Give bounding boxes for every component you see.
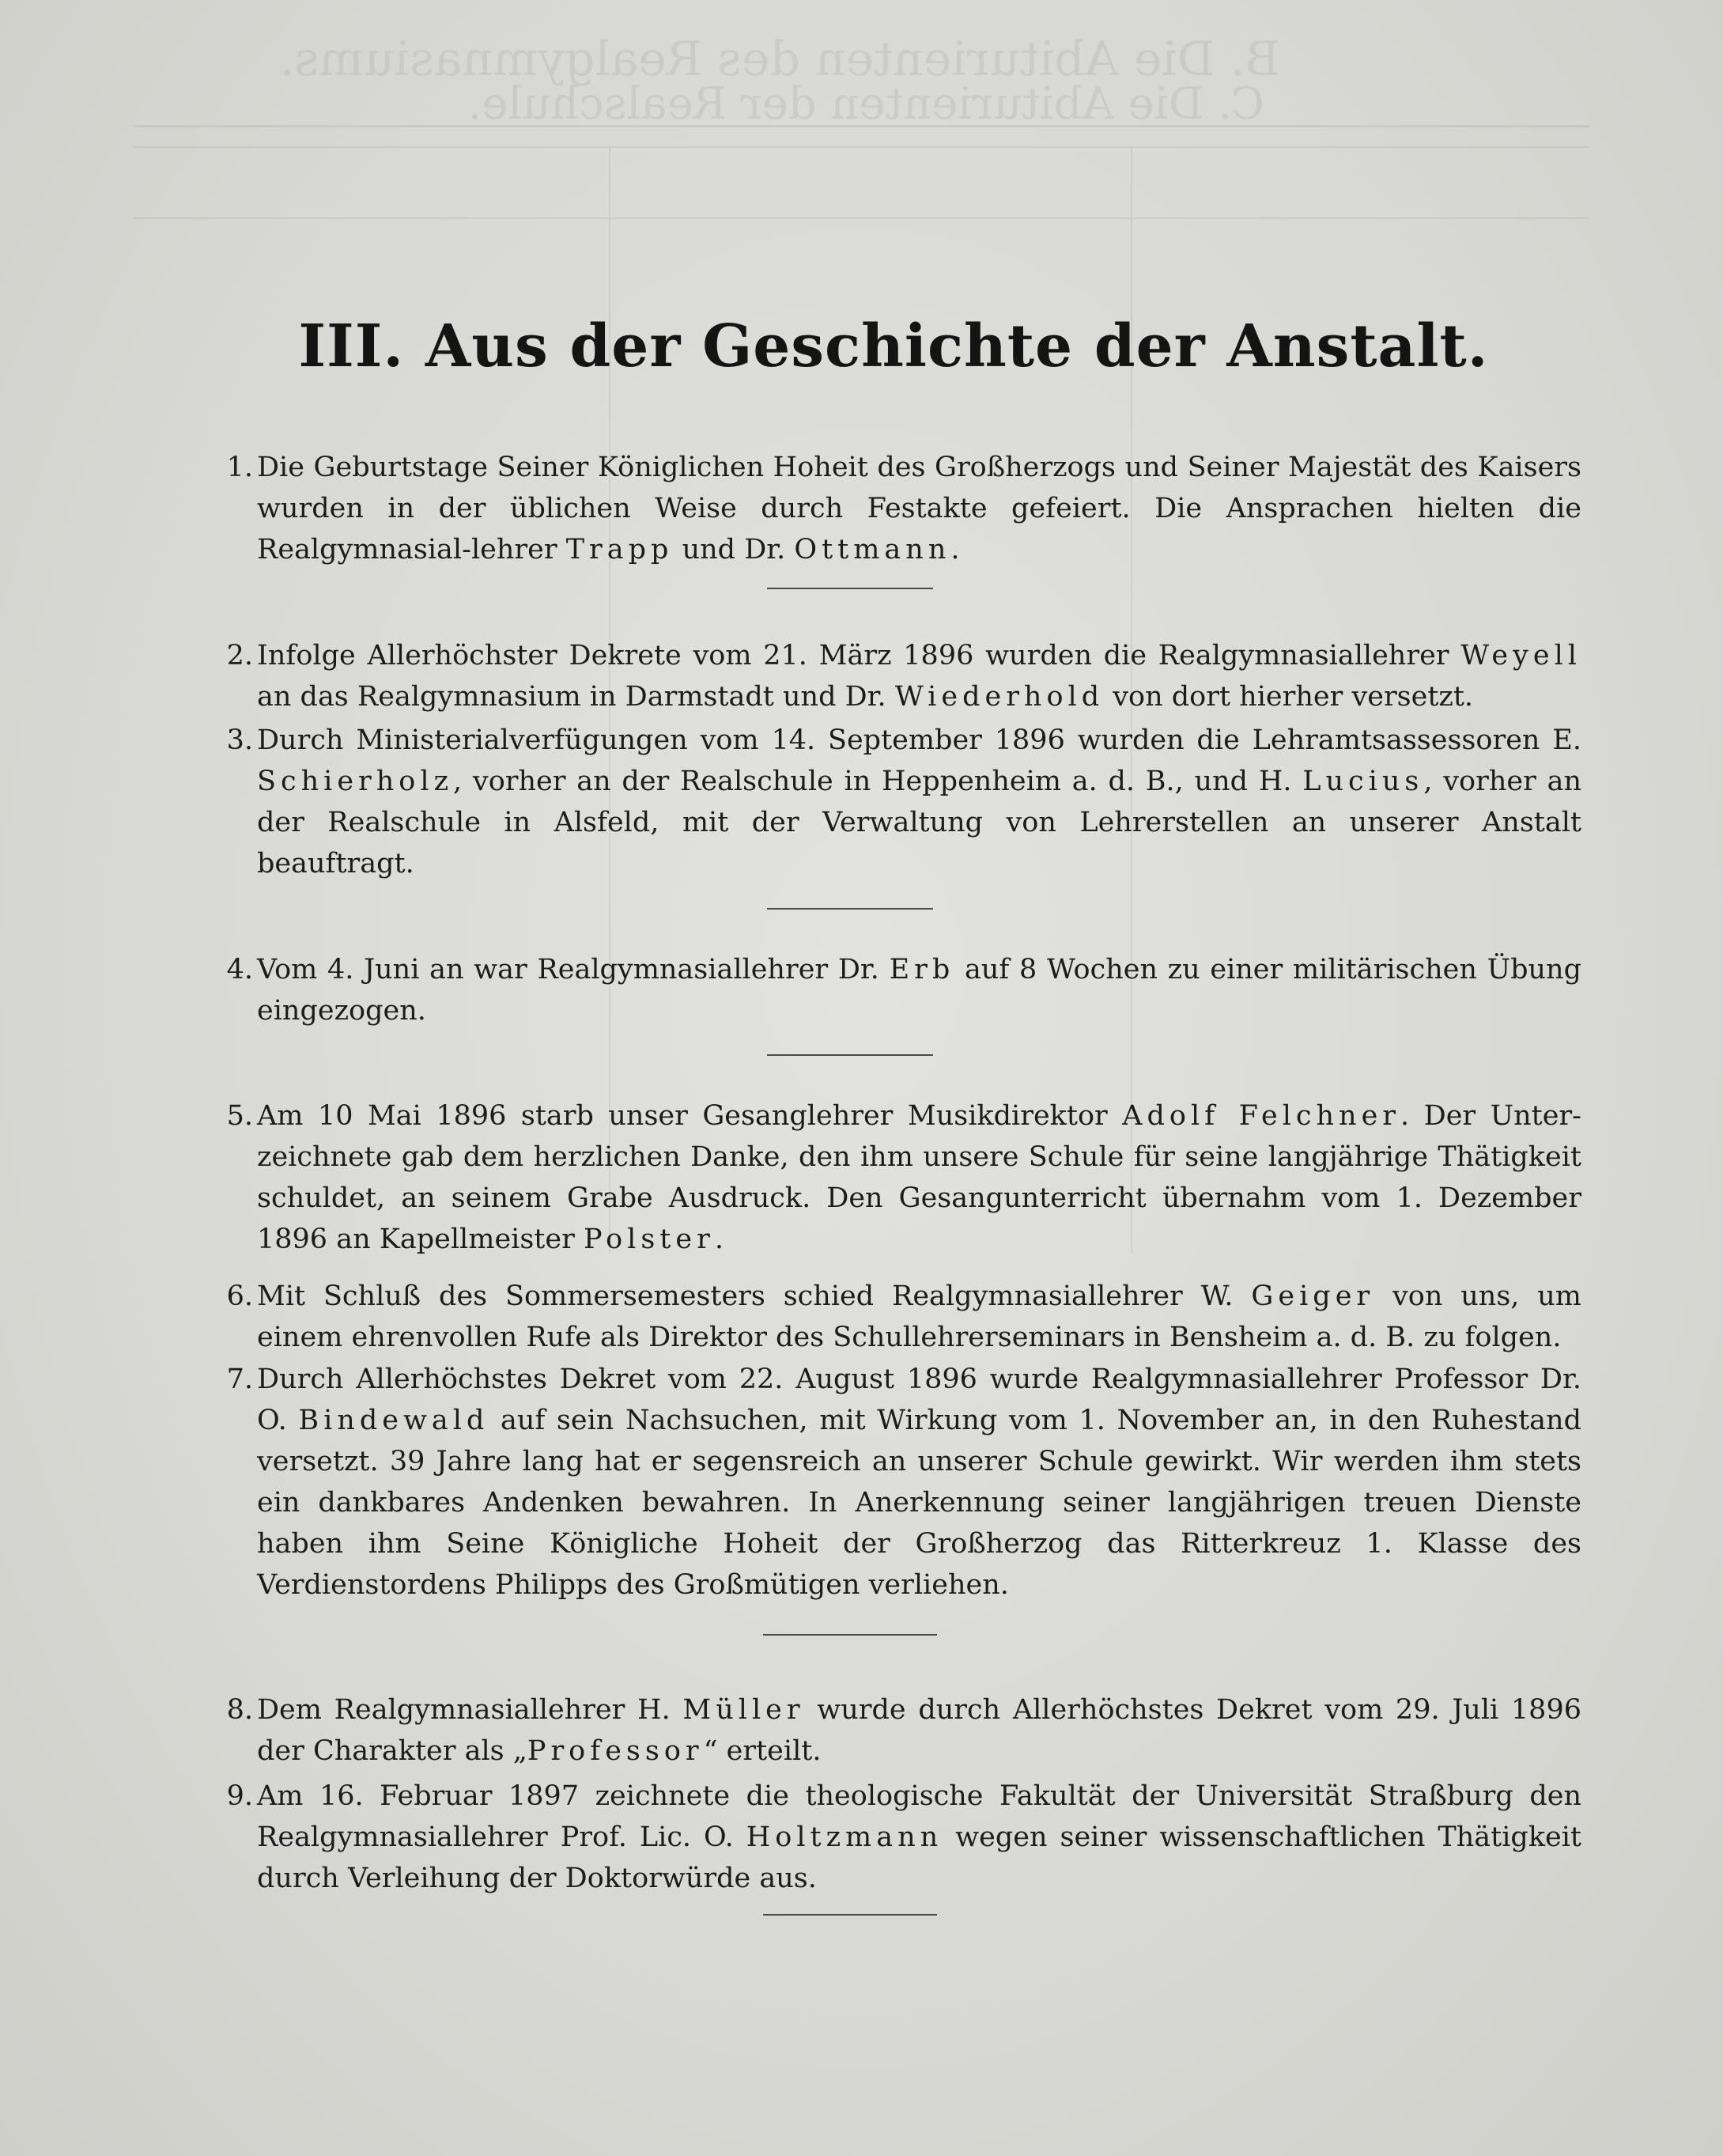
name-spaced: Lucius (1302, 766, 1424, 797)
text-run: auf sein Nachsuchen, mit Wirkung vom 1. November an, in den Ruhestand versetzt. 39 Jahre lang hat er segensreich an unserer Schule gewirkt. Wir werden ihm stets ein dankbares Andenken bewahren. In Anerkennung seiner langjährigen treuen Dienste haben ihm Seine Königliche Hoheit der Großherzog das Ritterkreuz 1. Klasse des Verdienstordens Philipps des Großmütigen verliehen. (257, 1405, 1581, 1601)
item-number: 2. (226, 640, 253, 671)
item-text (257, 447, 1581, 570)
text-run: “ erteilt. (703, 1735, 822, 1767)
list-item (206, 1776, 1581, 1899)
list-item (206, 1095, 1581, 1260)
name-spaced: Polster (583, 1224, 715, 1255)
item-number: 1. (226, 452, 253, 483)
text-run: Am 16. Februar 1897 zeichnete die theologische Fakultät der Universität Straßburg den Realgymnasiallehrer Prof. Lic. O. (257, 1780, 1581, 1853)
item-text (257, 949, 1581, 1031)
name-spaced: Ottmann (794, 534, 951, 565)
text-run: Die Geburtstage Seiner Königlichen Hoheit des Großherzogs und Seiner Majestät des Kaisers wurden in der üblichen Weise durch Festakte gefeiert. Die Ansprachen hielten die Realgymnasial-lehrer (257, 452, 1581, 565)
divider (767, 908, 933, 910)
name-spaced: Holtzmann (746, 1821, 943, 1853)
item-number: 8. (226, 1694, 253, 1726)
text-run: von dort hierher versetzt. (1104, 681, 1474, 713)
item-number: 6. (226, 1280, 253, 1312)
name-spaced: Schierholz (257, 766, 454, 797)
item-text (257, 1359, 1581, 1606)
text-run: Vom 4. Juni an war Realgymnasiallehrer Dr. (257, 954, 890, 985)
text-run: , vorher an der Realschule in Heppenheim a. d. B., und H. (453, 766, 1303, 797)
text-run: an das Realgymnasium in Darmstadt und Dr. (257, 681, 895, 713)
item-text (257, 1276, 1581, 1358)
item-text (257, 1689, 1581, 1772)
text-run: . Der Unter-zeichnete gab dem herzlichen Danke, den ihm unsere Schule für seine langjährige Thätigkeit schuldet, an seinem Grabe Ausdruck. Den Gesangunterricht übernahm vom 1. Dezember 1896 an Kapellmeister (257, 1100, 1581, 1255)
svg-text:B. Die Abiturienten des Realgy: B. Die Abiturienten des Realgymnasiums. (279, 32, 1280, 87)
item-text (257, 1095, 1581, 1260)
item-number: 9. (226, 1780, 253, 1812)
name-spaced: Bindewald (298, 1405, 489, 1436)
section-title: III. Aus der Geschichte der Anstalt. (298, 312, 1489, 380)
text-run: Dem Realgymnasiallehrer H. (257, 1694, 683, 1726)
text-run: . (950, 534, 960, 565)
list-item (206, 720, 1581, 884)
list-item (206, 447, 1581, 570)
list-item (206, 635, 1581, 717)
text-run: wurde durch Allerhöchstes Dekret vom 29. Juli 1896 der Charakter als „ (257, 1694, 1581, 1767)
name-spaced: Müller (682, 1694, 805, 1726)
name-spaced: Professor (527, 1735, 704, 1767)
item-number: 7. (226, 1364, 253, 1395)
item-text (257, 720, 1581, 884)
text-run: Am 10 Mai 1896 starb unser Gesanglehrer Musikdirektor (257, 1100, 1123, 1132)
divider (767, 1054, 933, 1056)
list-item (206, 1276, 1581, 1358)
list-item (206, 1359, 1581, 1606)
divider (763, 1634, 937, 1636)
text-run: Durch Ministerialverfügungen vom 14. September 1896 wurden die Lehramtsassessoren E. (257, 724, 1581, 756)
text-run: . (714, 1224, 724, 1255)
divider (767, 588, 933, 589)
text-run: wegen seiner wissenschaftlichen Thätigkeit durch Verleihung der Doktorwürde aus. (257, 1821, 1581, 1894)
list-item (206, 1689, 1581, 1772)
text-run: Mit Schluß des Sommersemesters schied Realgymnasiallehrer W. (257, 1280, 1252, 1312)
item-number: 4. (226, 954, 253, 985)
name-spaced: Wiederhold (894, 681, 1105, 713)
item-text (257, 635, 1581, 717)
text-run: , vorher an der Realschule in Alsfeld, mit der Verwaltung von Lehrerstellen an unserer Anstalt beauftragt. (257, 766, 1581, 879)
item-text (257, 1776, 1581, 1899)
name-spaced: Trapp (565, 534, 674, 565)
text-run: von uns, um einem ehrenvollen Rufe als Direktor des Schullehrerseminars in Bensheim a. d. B. zu folgen. (257, 1280, 1581, 1353)
item-number: 5. (226, 1100, 253, 1132)
text-run: Infolge Allerhöchster Dekrete vom 21. März 1896 wurden die Realgymnasiallehrer (257, 640, 1461, 671)
text-run: Durch Allerhöchstes Dekret vom 22. August 1896 wurde Realgymnasiallehrer Professor Dr. O. (257, 1364, 1581, 1436)
item-number: 3. (226, 724, 253, 756)
text-run: auf 8 Wochen zu einer militärischen Übung eingezogen. (257, 954, 1581, 1027)
name-spaced: Weyell (1460, 640, 1581, 671)
text-run: und Dr. (673, 534, 795, 565)
list-item (206, 949, 1581, 1031)
name-spaced: Adolf Felchner (1122, 1100, 1401, 1132)
svg-text:C. Die Abiturienten der Realsc: C. Die Abiturienten der Realschule. (467, 78, 1264, 130)
name-spaced: Erb (889, 954, 955, 985)
name-spaced: Geiger (1251, 1280, 1375, 1312)
divider (763, 1914, 937, 1916)
